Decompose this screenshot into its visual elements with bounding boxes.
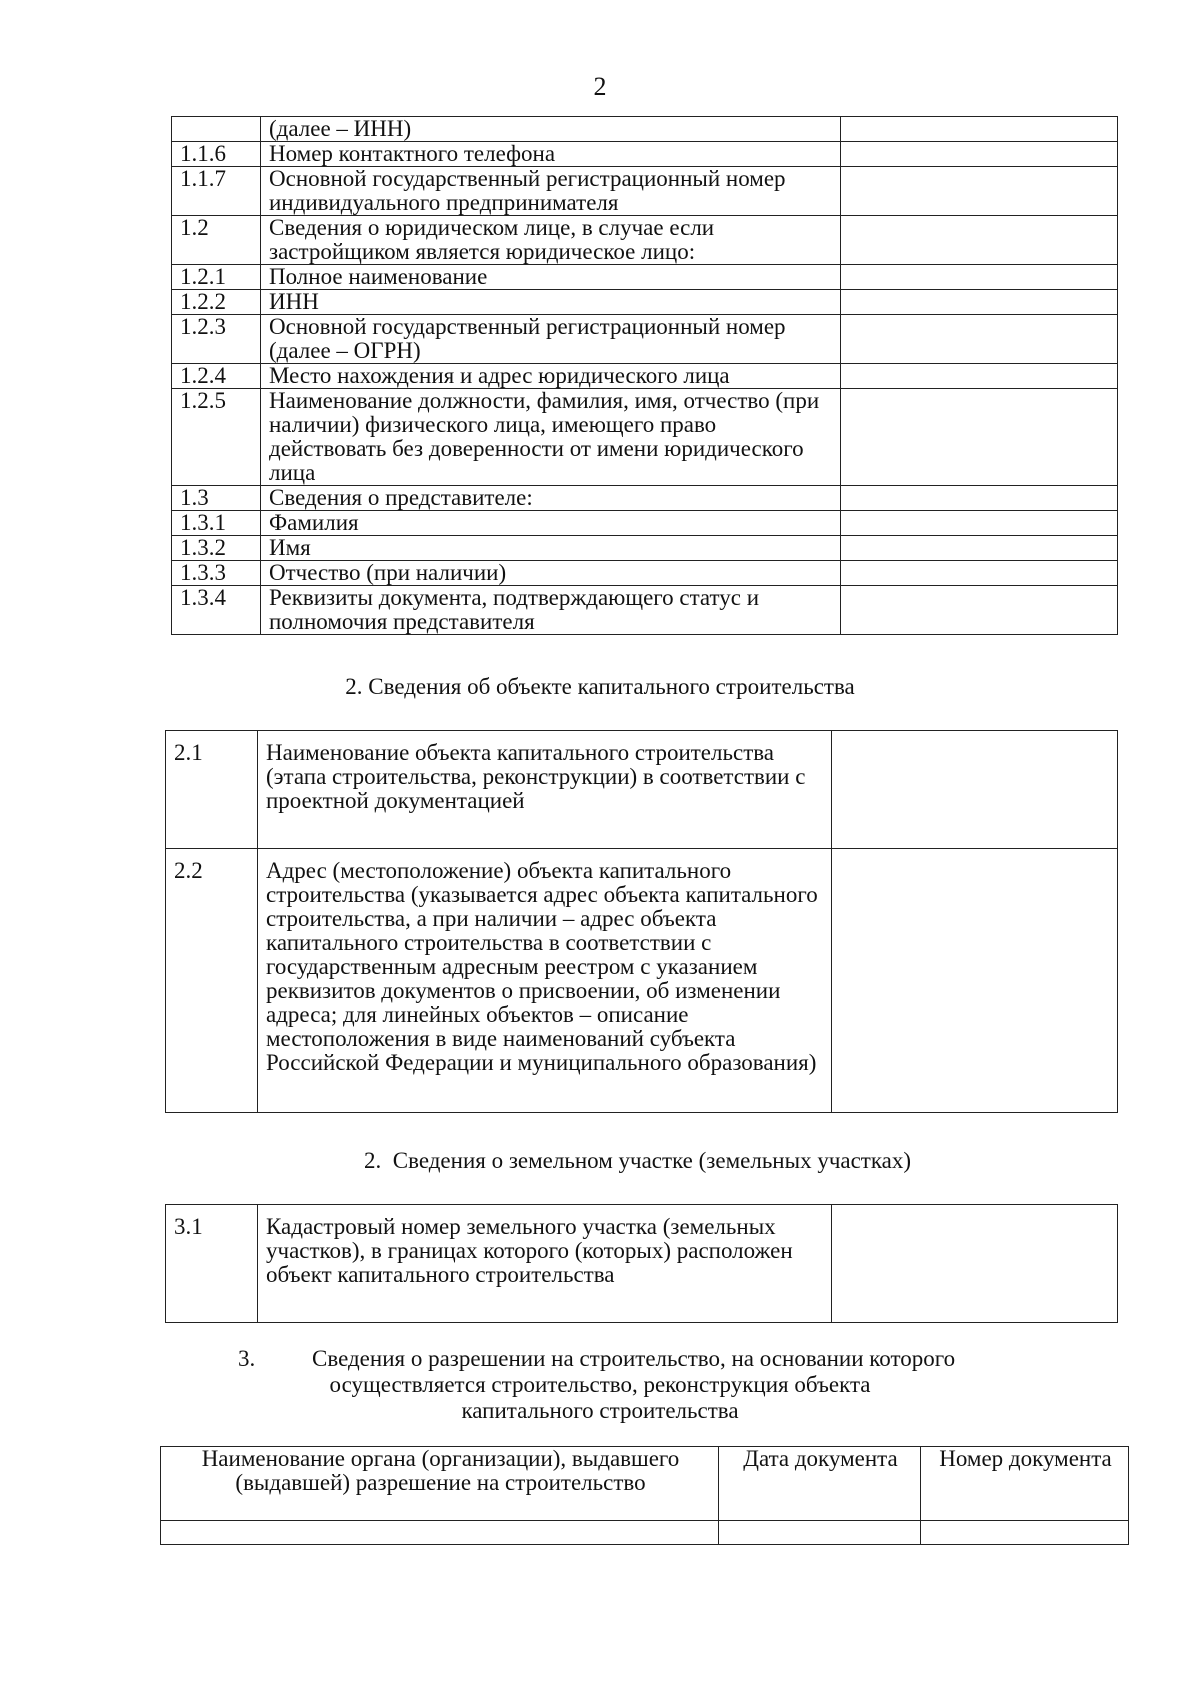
- row-number: 1.2.5: [172, 389, 261, 486]
- row-label: Имя: [261, 536, 841, 561]
- row-label: Номер контактного телефона: [261, 142, 841, 167]
- date-value-cell[interactable]: [719, 1521, 921, 1545]
- row-number: 1.3.4: [172, 586, 261, 635]
- row-label: Отчество (при наличии): [261, 561, 841, 586]
- value-cell[interactable]: [841, 561, 1118, 586]
- row-number: 1.3: [172, 486, 261, 511]
- value-cell[interactable]: [841, 142, 1118, 167]
- row-number: 1.2.4: [172, 364, 261, 389]
- value-cell[interactable]: [841, 389, 1118, 486]
- row-label: Наименование объекта капитального строительства (этапа строительства, реконструкции) в соответствии с проектной документацией: [258, 731, 832, 849]
- land-info-table: [165, 1204, 1118, 1323]
- section-heading-permit-line3: капитального строительства: [461, 1398, 739, 1423]
- row-number: 3.1: [166, 1205, 258, 1323]
- table-row: [166, 1205, 1118, 1323]
- row-label: Полное наименование: [261, 265, 841, 290]
- table-header-row: [161, 1447, 1129, 1521]
- value-cell[interactable]: [841, 486, 1118, 511]
- table-row: [172, 536, 1118, 561]
- issuer-value-cell[interactable]: [161, 1521, 719, 1545]
- object-info-table: [165, 730, 1118, 1113]
- column-header-issuer: Наименование органа (организации), выдавшего (выдавшей) разрешение на строительство: [161, 1447, 719, 1521]
- column-header-number: Номер документа: [921, 1447, 1129, 1521]
- table-row: [172, 265, 1118, 290]
- table-row: [166, 731, 1118, 849]
- table-row: [172, 315, 1118, 364]
- row-number: 1.1.6: [172, 142, 261, 167]
- row-label: Сведения о представителе:: [261, 486, 841, 511]
- value-cell[interactable]: [841, 315, 1118, 364]
- table-row: [172, 117, 1118, 142]
- table-row: [172, 586, 1118, 635]
- value-cell[interactable]: [841, 364, 1118, 389]
- number-value-cell[interactable]: [921, 1521, 1129, 1545]
- value-cell[interactable]: [832, 849, 1118, 1113]
- row-number: 1.1.7: [172, 167, 261, 216]
- table-row: [172, 364, 1118, 389]
- value-cell[interactable]: [841, 586, 1118, 635]
- row-label: Кадастровый номер земельного участка (земельных участков), в границах которого (которых) расположен объект капитального строительства: [258, 1205, 832, 1323]
- row-label: Основной государственный регистрационный номер индивидуального предпринимателя: [261, 167, 841, 216]
- row-label: Адрес (местоположение) объекта капитального строительства (указывается адрес объекта капитального строительства, а при наличии – адрес объекта капитального строительства в соответствии с государственным адресным реестром с указанием реквизитов документов о присвоении, об изменении адреса; для линейных объектов – описание местоположения в виде наименований субъекта Российской Федерации и муниципального образования): [258, 849, 832, 1113]
- table-row: [172, 290, 1118, 315]
- value-cell[interactable]: [832, 731, 1118, 849]
- page-number: 2: [593, 72, 607, 101]
- row-label: ИНН: [261, 290, 841, 315]
- table-row: [172, 486, 1118, 511]
- value-cell[interactable]: [832, 1205, 1118, 1323]
- row-number: 2.1: [166, 731, 258, 849]
- row-label: Сведения о юридическом лице, в случае если застройщиком является юридическое лицо:: [261, 216, 841, 265]
- row-label: Фамилия: [261, 511, 841, 536]
- value-cell[interactable]: [841, 265, 1118, 290]
- value-cell[interactable]: [841, 536, 1118, 561]
- row-label: Наименование должности, фамилия, имя, отчество (при наличии) физического лица, имеющего право действовать без доверенности от имени юридического лица: [261, 389, 841, 486]
- table-row: [172, 389, 1118, 486]
- row-label: (далее – ИНН): [261, 117, 841, 142]
- row-number: 1.2.2: [172, 290, 261, 315]
- table-row: [172, 511, 1118, 536]
- row-label: Реквизиты документа, подтверждающего статус и полномочия представителя: [261, 586, 841, 635]
- row-number: 1.3.2: [172, 536, 261, 561]
- value-cell[interactable]: [841, 290, 1118, 315]
- section-heading-permit-line2: осуществляется строительство, реконструкция объекта: [329, 1372, 871, 1397]
- applicant-info-table: [171, 116, 1118, 635]
- row-number: 1.3.3: [172, 561, 261, 586]
- value-cell[interactable]: [841, 216, 1118, 265]
- section-heading-land: 2. Сведения о земельном участке (земельных участках): [364, 1148, 912, 1173]
- row-number: 1.2.1: [172, 265, 261, 290]
- table-row: [172, 142, 1118, 167]
- permit-info-table: [160, 1446, 1129, 1545]
- value-cell[interactable]: [841, 117, 1118, 142]
- table-row: [172, 216, 1118, 265]
- row-label: Основной государственный регистрационный номер (далее – ОГРН): [261, 315, 841, 364]
- row-number: 1.2.3: [172, 315, 261, 364]
- section-heading-permit-line1: Сведения о разрешении на строительство, на основании которого: [312, 1346, 956, 1371]
- row-number: [172, 117, 261, 142]
- section-number-permit: 3.: [238, 1346, 256, 1371]
- table-row: [166, 849, 1118, 1113]
- table-row: [172, 561, 1118, 586]
- row-number: 1.3.1: [172, 511, 261, 536]
- column-header-date: Дата документа: [719, 1447, 921, 1521]
- row-number: 2.2: [166, 849, 258, 1113]
- section-heading-object: 2. Сведения об объекте капитального строительства: [345, 674, 855, 699]
- value-cell[interactable]: [841, 167, 1118, 216]
- row-number: 1.2: [172, 216, 261, 265]
- table-row: [161, 1521, 1129, 1545]
- table-row: [172, 167, 1118, 216]
- row-label: Место нахождения и адрес юридического лица: [261, 364, 841, 389]
- value-cell[interactable]: [841, 511, 1118, 536]
